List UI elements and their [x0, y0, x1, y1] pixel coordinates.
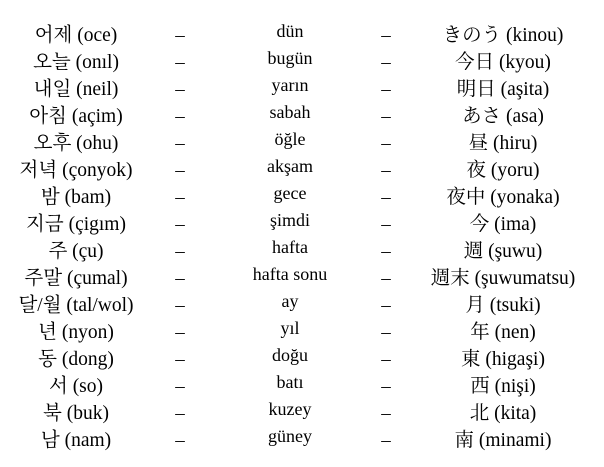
separator-dash: – [175, 403, 185, 424]
separator-dash: – [381, 52, 391, 73]
separator-dash: – [381, 79, 391, 100]
separator-dash: – [175, 295, 185, 316]
turkish-word: batı [276, 372, 304, 392]
vocab-row [0, 292, 604, 319]
korean-word: 아침 (açim) [29, 106, 123, 127]
separator-dash: – [175, 133, 185, 154]
separator-dash: – [175, 52, 185, 73]
separator-dash: – [175, 214, 185, 235]
turkish-word: güney [268, 426, 312, 446]
japanese-word: 夜 (yoru) [466, 160, 540, 181]
japanese-word: 週末 (şuwumatsu) [430, 268, 576, 289]
japanese-word: 昼 (hiru) [468, 133, 538, 154]
korean-word: 지금 (çigım) [26, 214, 126, 235]
korean-word: 내일 (neil) [33, 79, 119, 100]
turkish-word: akşam [267, 156, 313, 176]
japanese-word: あさ (asa) [462, 106, 544, 127]
korean-word: 년 (nyon) [38, 322, 114, 343]
turkish-word: sabah [269, 102, 311, 122]
japanese-word: 北 (kita) [469, 403, 537, 424]
vocab-row [0, 265, 604, 292]
korean-word: 북 (buk) [43, 403, 109, 424]
separator-dash: – [175, 241, 185, 262]
separator-dash: – [175, 322, 185, 343]
separator-dash: – [175, 268, 185, 289]
korean-word: 동 (dong) [38, 349, 114, 370]
japanese-word: きのう (kinou) [442, 25, 564, 46]
turkish-word: yıl [280, 318, 300, 338]
korean-word: 오늘 (onıl) [33, 52, 119, 73]
turkish-word: şimdi [269, 210, 311, 230]
korean-word: 주말 (çumal) [24, 268, 128, 289]
separator-dash: – [381, 187, 391, 208]
separator-dash: – [381, 376, 391, 397]
korean-word: 밤 (bam) [40, 187, 112, 208]
separator-dash: – [175, 79, 185, 100]
japanese-word: 東 (higaşi) [461, 349, 545, 370]
separator-dash: – [381, 25, 391, 46]
vocab-row [0, 427, 604, 454]
separator-dash: – [381, 268, 391, 289]
separator-dash: – [175, 25, 185, 46]
separator-dash: – [175, 160, 185, 181]
turkish-word: bugün [267, 48, 313, 68]
separator-dash: – [381, 430, 391, 451]
separator-dash: – [175, 349, 185, 370]
turkish-word: ay [281, 291, 299, 311]
turkish-word: dün [276, 21, 304, 41]
korean-word: 어제 (oce) [34, 25, 118, 46]
korean-word: 저녁 (çonyok) [19, 160, 133, 181]
separator-dash: – [381, 106, 391, 127]
turkish-word: hafta [272, 237, 308, 257]
turkish-word: hafta sonu [252, 264, 328, 284]
turkish-word: doğu [272, 345, 308, 365]
turkish-word: kuzey [268, 399, 312, 419]
japanese-word: 今日 (kyou) [455, 52, 551, 73]
korean-word: 주 (çu) [48, 241, 104, 262]
separator-dash: – [381, 160, 391, 181]
separator-dash: – [381, 322, 391, 343]
japanese-word: 南 (minami) [454, 430, 552, 451]
japanese-word: 週 (şuwu) [463, 241, 543, 262]
turkish-word: yarın [271, 75, 309, 95]
japanese-word: 月 (tsuki) [465, 295, 541, 316]
separator-dash: – [175, 187, 185, 208]
separator-dash: – [175, 106, 185, 127]
korean-word: 남 (nam) [40, 430, 112, 451]
japanese-word: 西 (nişi) [470, 376, 536, 397]
separator-dash: – [381, 214, 391, 235]
separator-dash: – [381, 349, 391, 370]
separator-dash: – [381, 295, 391, 316]
japanese-word: 今 (ima) [469, 214, 537, 235]
separator-dash: – [175, 376, 185, 397]
korean-word: 달/월 (tal/wol) [18, 295, 134, 316]
separator-dash: – [381, 241, 391, 262]
turkish-word: öğle [274, 129, 306, 149]
separator-dash: – [381, 133, 391, 154]
separator-dash: – [175, 430, 185, 451]
japanese-word: 年 (nen) [470, 322, 536, 343]
korean-word: 서 (so) [48, 376, 104, 397]
turkish-word: gece [273, 183, 307, 203]
separator-dash: – [381, 403, 391, 424]
japanese-word: 夜中 (yonaka) [446, 187, 560, 208]
korean-word: 오후 (ohu) [33, 133, 119, 154]
japanese-word: 明日 (aşita) [456, 79, 550, 100]
